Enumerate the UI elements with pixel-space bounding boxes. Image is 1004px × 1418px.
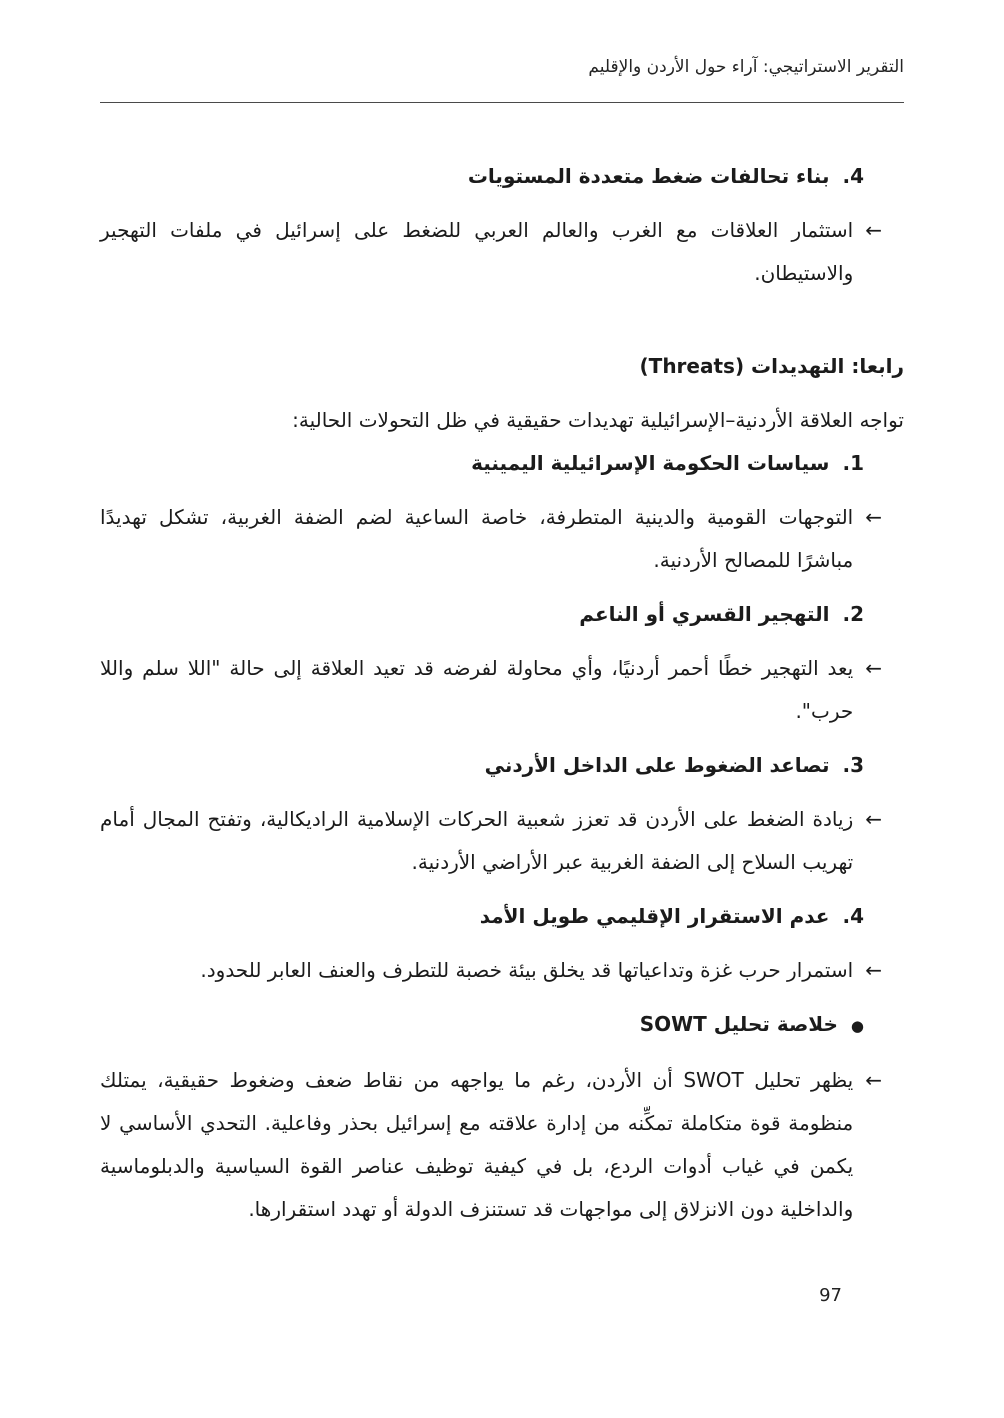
heading-number: 1.: [842, 451, 864, 475]
intro-paragraph: تواجه العلاقة الأردنية–الإسرائيلية تهديدات حقيقية في ظل التحولات الحالية:: [292, 408, 904, 432]
heading-number: 4.: [842, 164, 864, 188]
arrow-bullet-paragraph: [100, 798, 904, 884]
numbered-heading: [100, 895, 904, 938]
heading-number: 2.: [842, 602, 864, 626]
running-header-title: التقرير الاستراتيجي: آراء حول الأردن والإقليم: [588, 57, 904, 77]
paragraph-text: يظهر تحليل SWOT أن الأردن، رغم ما يواجهه من نقاط ضعف وضغوط حقيقية، يمتلك منظومة قوة متكاملة تمكِّنه من إدارة علاقته مع إسرائيل بحذر وفاعلية. التحدي الأساسي لا يكمن في غياب أدوات الردع، بل في كيفية توظيف عناصر القوة السياسية والدبلوماسية والداخلية دون الانزلاق إلى مواجهات قد تستنزف الدولة أو تهدد استقرارها.: [100, 1068, 854, 1221]
page-number: 97: [819, 1285, 842, 1306]
left-arrow-icon: ←: [865, 1068, 882, 1092]
heading-text: تصاعد الضغوط على الداخل الأردني: [484, 753, 830, 777]
numbered-heading: [100, 442, 904, 485]
paragraph-text: التوجهات القومية والدينية المتطرفة، خاصة الساعية لضم الضفة الغربية، تشكل تهديدًا مباشرًا للمصالح الأردنية.: [100, 505, 854, 572]
arrow-bullet-paragraph: [100, 647, 904, 733]
page-content: [100, 103, 904, 1231]
heading-text: سياسات الحكومة الإسرائيلية اليمينية: [471, 451, 830, 475]
section-heading-threats: رابعا: التهديدات (Threats): [639, 354, 904, 378]
arrow-bullet-paragraph: [100, 496, 904, 582]
heading-number: 3.: [842, 753, 864, 777]
left-arrow-icon: ←: [865, 656, 882, 680]
heading-text: بناء تحالفات ضغط متعددة المستويات: [467, 164, 830, 188]
page-header: [100, 56, 904, 103]
bullet-heading-swot-summary: [100, 1003, 904, 1048]
numbered-heading: [100, 744, 904, 787]
heading-text: خلاصة تحليل SOWT: [639, 1012, 838, 1036]
paragraph-text: استمرار حرب غزة وتداعياتها قد يخلق بيئة خصبة للتطرف والعنف العابر للحدود.: [200, 958, 854, 982]
heading-number: 4.: [842, 904, 864, 928]
left-arrow-icon: ←: [865, 505, 882, 529]
paragraph-text: يعد التهجير خطًا أحمر أردنيًا، وأي محاولة لفرضه قد تعيد العلاقة إلى حالة "اللا سلم واللا حرب".: [100, 656, 854, 723]
left-arrow-icon: ←: [865, 958, 882, 982]
arrow-bullet-paragraph: [100, 949, 904, 992]
numbered-heading: [100, 593, 904, 636]
heading-text: عدم الاستقرار الإقليمي طويل الأمد: [479, 904, 830, 928]
arrow-bullet-paragraph: [100, 209, 904, 295]
arrow-bullet-paragraph: [100, 1059, 904, 1231]
numbered-heading: [100, 155, 904, 198]
left-arrow-icon: ←: [865, 218, 882, 242]
left-arrow-icon: ←: [865, 807, 882, 831]
paragraph-text: زيادة الضغط على الأردن قد تعزز شعبية الحركات الإسلامية الراديكالية، وتفتح المجال أمام تهريب السلاح إلى الضفة الغربية عبر الأراضي الأردنية.: [100, 807, 854, 874]
paragraph-text: استثمار العلاقات مع الغرب والعالم العربي للضغط على إسرائيل في ملفات التهجير والاستيطان.: [100, 218, 854, 285]
bullet-dot-icon: ●: [850, 1017, 864, 1035]
heading-text: التهجير القسري أو الناعم: [579, 602, 830, 626]
